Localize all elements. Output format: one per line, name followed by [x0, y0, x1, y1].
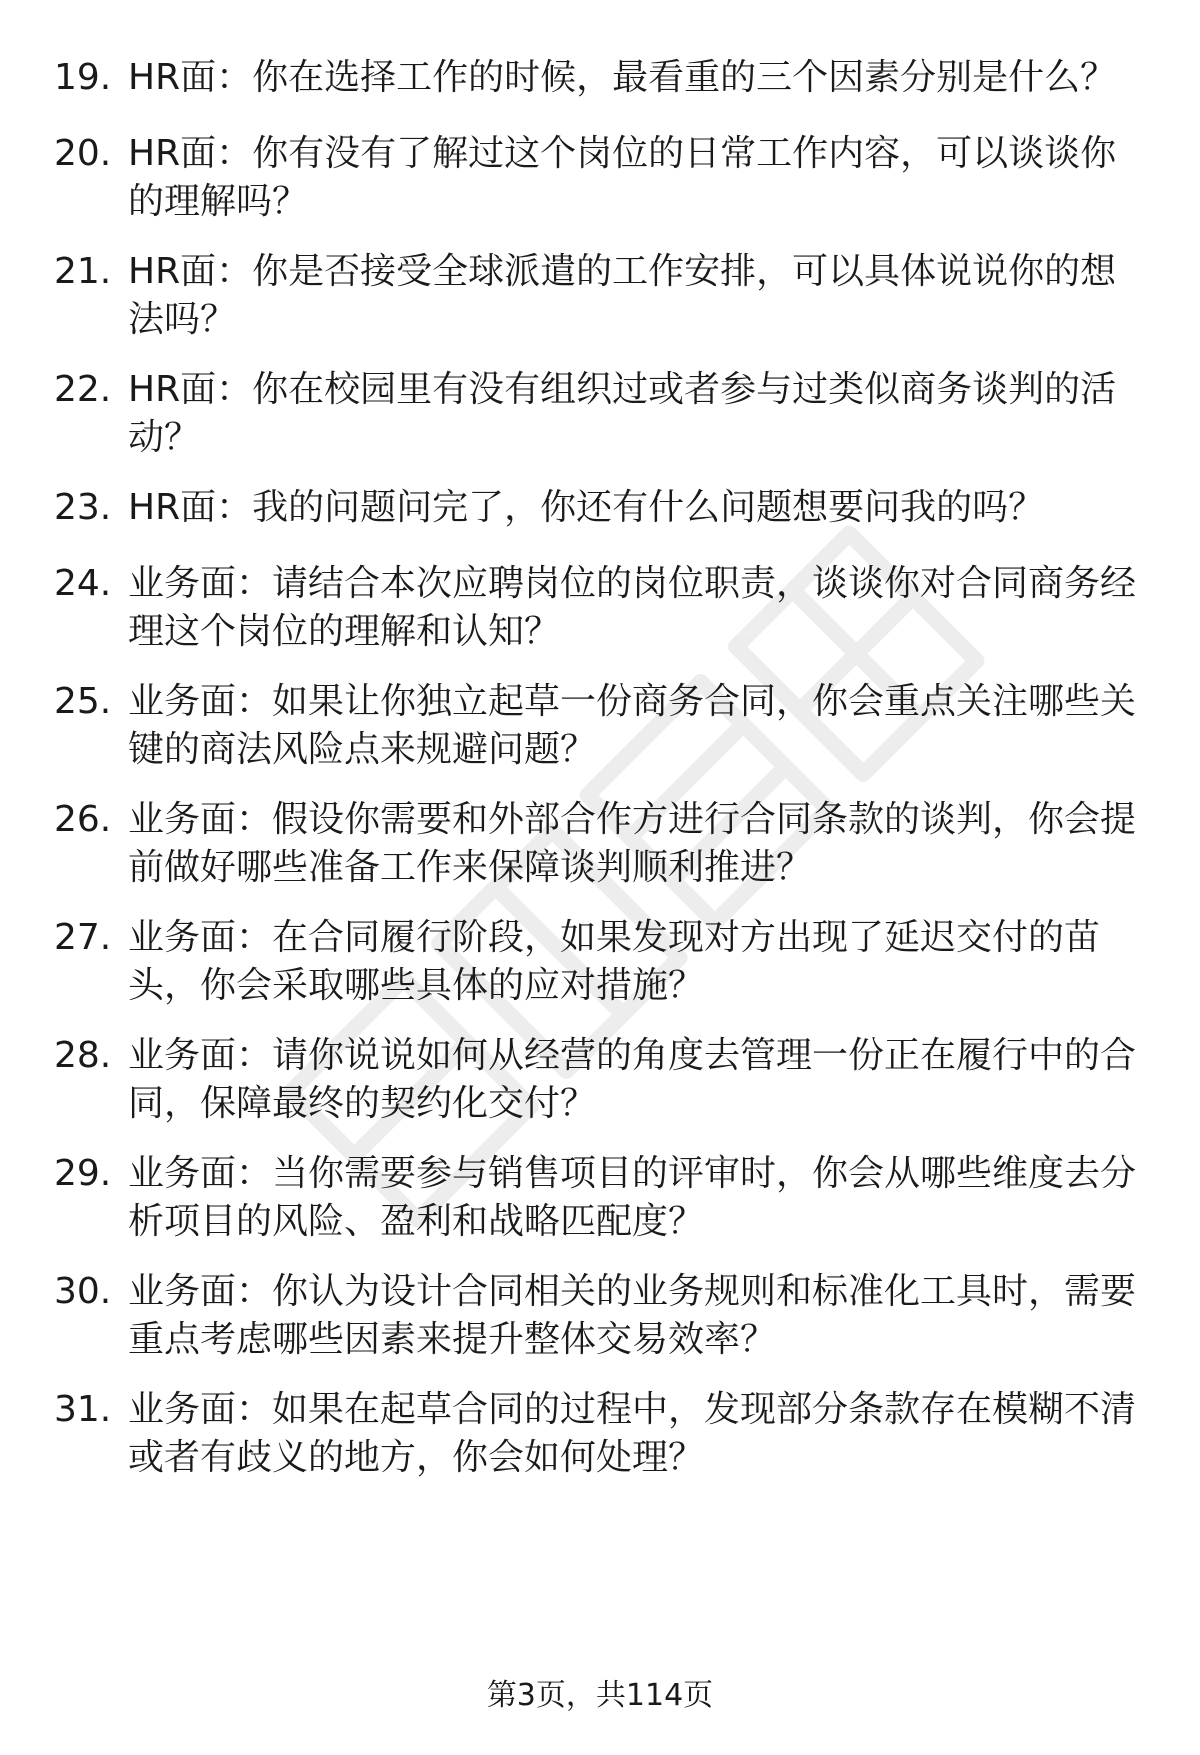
question-text: 业务面：如果让你独立起草一份商务合同，你会重点关注哪些关键的商法风险点来规避问题？	[128, 681, 1137, 770]
question-number: 31.	[54, 1389, 112, 1430]
question-text: 业务面：在合同履行阶段，如果发现对方出现了延迟交付的苗头，你会采取哪些具体的应对措施？	[128, 917, 1101, 1006]
question-number: 26.	[54, 799, 112, 840]
question-text: 业务面：请结合本次应聘岗位的岗位职责，谈谈你对合同商务经理这个岗位的理解和认知？	[128, 563, 1137, 652]
question-number: 23.	[54, 487, 112, 528]
question-text: 业务面：如果在起草合同的过程中，发现部分条款存在模糊不清或者有歧义的地方，你会如何处理？	[128, 1389, 1137, 1478]
page-indicator: 第3页，共114页	[486, 1678, 714, 1713]
question-text: 业务面：你认为设计合同相关的业务规则和标准化工具时，需要重点考虑哪些因素来提升整体交易效率？	[128, 1271, 1137, 1360]
question-text: 业务面：当你需要参与销售项目的评审时，你会从哪些维度去分析项目的风险、盈利和战略匹配度？	[128, 1153, 1137, 1242]
question-number: 25.	[54, 681, 112, 722]
question-text: 业务面：假设你需要和外部合作方进行合同条款的谈判，你会提前做好哪些准备工作来保障谈判顺利推进？	[128, 799, 1137, 888]
question-number: 30.	[54, 1271, 112, 1312]
question-number: 24.	[54, 563, 112, 604]
question-number: 27.	[54, 917, 112, 958]
question-number: 19.	[54, 57, 112, 98]
question-number: 20.	[54, 133, 112, 174]
question-number: 29.	[54, 1153, 112, 1194]
question-text: 业务面：请你说说如何从经营的角度去管理一份正在履行中的合同，保障最终的契约化交付？	[128, 1035, 1137, 1124]
question-text: HR面：我的问题问完了，你还有什么问题想要问我的吗？	[128, 487, 1045, 528]
question-number: 28.	[54, 1035, 112, 1076]
question-text: HR面：你有没有了解过这个岗位的日常工作内容，可以谈谈你的理解吗？	[128, 133, 1117, 222]
question-text: HR面：你在选择工作的时候，最看重的三个因素分别是什么？	[128, 57, 1117, 98]
question-number: 21.	[54, 251, 112, 292]
question-text: HR面：你是否接受全球派遣的工作安排，可以具体说说你的想法吗？	[128, 251, 1117, 340]
question-text: HR面：你在校园里有没有组织过或者参与过类似商务谈判的活动？	[128, 369, 1117, 458]
question-number: 22.	[54, 369, 112, 410]
